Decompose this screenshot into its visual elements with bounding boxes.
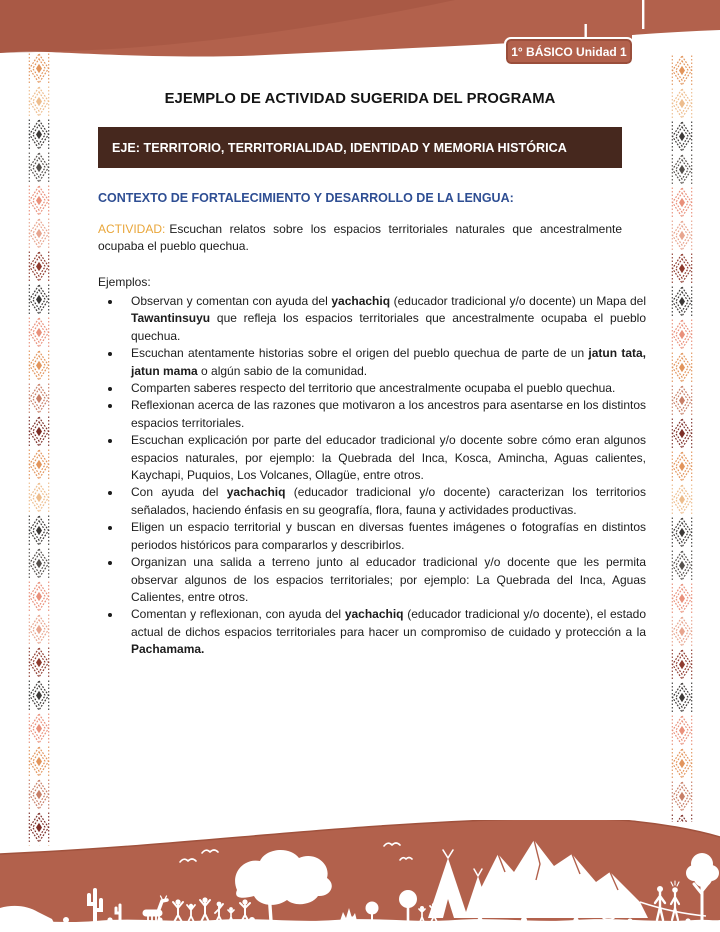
footer-landscape-illustration [0,820,720,932]
examples-list [98,293,646,659]
activity-label: ACTIVIDAD: [98,222,166,236]
activity-paragraph [98,221,622,256]
list-item: • Comentan y reflexionan, con ayuda del yachachiq (educador tradicional y/o docente), el estado actual de dichos espacios territoriales para hacer un compromiso de cuidado y protección a la Pachamama. [122,606,646,658]
list-item: • Con ayuda del yachachiq (educador tradicional y/o docente) caracterizan los territorios señalados, haciendo énfasis en su geografía, flora, fauna y actividades productivas. [122,484,646,519]
eje-banner-label: EJE: TERRITORIO, TERRITORIALIDAD, IDENTIDAD Y MEMORIA HISTÓRICA [112,140,567,155]
list-item: • Organizan una salida a terreno junto al educador tradicional y/o docente que les permita observar algunos de los espacios territoriales; por ejemplo: La Quebrada del Inca, Aguas Calientes, entre otros. [122,554,646,606]
left-pattern-border [28,52,50,846]
examples-label: Ejemplos: [98,275,151,289]
context-heading: CONTEXTO DE FORTALECIMIENTO Y DESARROLLO DE LA LENGUA: [98,191,514,205]
page-title: EJEMPLO DE ACTIVIDAD SUGERIDA DEL PROGRAMA [164,91,556,107]
list-item: • Observan y comentan con ayuda del yachachiq (educador tradicional y/o docente) un Mapa del Tawantinsuyu que refleja los espacios territoriales que ancestralmente ocupaba el pueblo quechua. [122,293,646,345]
right-pattern-border [671,54,693,822]
list-item: • Comparten saberes respecto del territorio que ancestralmente ocupaba el pueblo quechua. [122,380,646,397]
unit-badge: 1° BÁSICO Unidad 1 [506,39,632,64]
activity-text: Escuchan relatos sobre los espacios territoriales naturales que ancestralmente ocupaba el pueblo quechua. [98,222,622,254]
list-item: • Escuchan explicación por parte del educador tradicional y/o docente sobre cómo eran algunos espacios naturales, por ejemplo: la Quebrada del Inca, Kosca, Amincha, Aguas calientes, Kaychapi, Puquios, Los Volcanes, Ollagüe, entre otros. [122,432,646,484]
list-item: • Reflexionan acerca de las razones que motivaron a los ancestros para asentarse en los distintos espacios territoriales. [122,397,646,432]
list-item: • Eligen un espacio territorial y buscan en diversas fuentes imágenes o fotografías en distintos periodos históricos para compararlos y describirlos. [122,519,646,554]
eje-banner [98,127,622,168]
list-item: • Escuchan atentamente historias sobre el origen del pueblo quechua de parte de un jatun tata, jatun mama o algún sabio de la comunidad. [122,345,646,380]
